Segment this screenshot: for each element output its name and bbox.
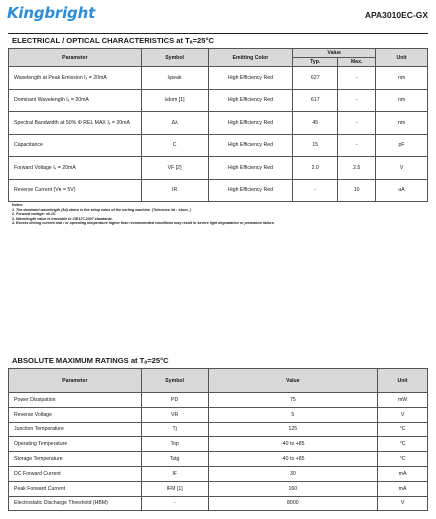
unit-cell: mA: [378, 481, 428, 496]
emitting-color-cell: High Efficiency Red: [208, 134, 293, 157]
emitting-color-cell: High Efficiency Red: [208, 67, 293, 90]
parameter-cell: Capacitance: [9, 134, 142, 157]
max-value-cell: 10: [338, 179, 376, 202]
unit-cell: mA: [378, 466, 428, 481]
table-row: [9, 67, 428, 90]
unit-cell: °C: [378, 422, 428, 437]
typ-value-cell: -: [293, 179, 338, 202]
max-value-cell: -: [338, 89, 376, 112]
notes-heading: Notes:: [12, 203, 24, 207]
symbol-cell: VF [2]: [141, 157, 208, 180]
table-row: [9, 422, 428, 437]
typ-value-cell: 2.0: [293, 157, 338, 180]
value-cell: -40 to +85: [208, 437, 378, 452]
col-header-value: Value: [293, 49, 376, 58]
value-cell: 160: [208, 481, 378, 496]
table-row: [9, 466, 428, 481]
note-item: 4. Excess driving current and / or operating temperature higher than recommended conditions may result in severe light degradation or premature failure.: [12, 221, 275, 226]
col-header-unit: Unit: [378, 369, 428, 393]
unit-cell: V: [376, 157, 428, 180]
symbol-cell: PD: [141, 393, 208, 408]
note-item: 2. Forward voltage: ±0.1V.: [12, 212, 56, 217]
parameter-cell: Power Dissipation: [9, 393, 142, 408]
col-header-typ: Typ.: [293, 58, 338, 67]
parameter-cell: Reverse Current (Vʀ = 5V): [9, 179, 142, 202]
emitting-color-cell: High Efficiency Red: [208, 89, 293, 112]
parameter-cell: Spectral Bandwidth at 50% Φ REL MAX Iₓ = 20mA: [9, 112, 142, 135]
value-cell: 30: [208, 466, 378, 481]
parameter-cell: Dominant Wavelength Iₓ = 20mA: [9, 89, 142, 112]
parameter-cell: Operating Temperature: [9, 437, 142, 452]
table-row: [9, 157, 428, 180]
unit-cell: pF: [376, 134, 428, 157]
table-row: [9, 452, 428, 467]
symbol-cell: Tj: [141, 422, 208, 437]
value-cell: 8000: [208, 496, 378, 511]
parameter-cell: Wavelength at Peak Emission Iₓ = 20mA: [9, 67, 142, 90]
header-divider: [8, 33, 428, 34]
col-header-unit: Unit: [376, 49, 428, 67]
typ-value-cell: 15: [293, 134, 338, 157]
unit-cell: nm: [376, 89, 428, 112]
typ-value-cell: 45: [293, 112, 338, 135]
col-header-max: Max.: [338, 58, 376, 67]
unit-cell: °C: [378, 437, 428, 452]
col-header-value: Value: [208, 369, 378, 393]
parameter-cell: Reverse Voltage: [9, 407, 142, 422]
symbol-cell: IR: [141, 179, 208, 202]
symbol-cell: IFM [1]: [141, 481, 208, 496]
max-value-cell: -: [338, 112, 376, 135]
table-row: [9, 496, 428, 511]
symbol-cell: Top: [141, 437, 208, 452]
max-value-cell: -: [338, 134, 376, 157]
unit-cell: nm: [376, 112, 428, 135]
table-row: [9, 437, 428, 452]
table-row: [9, 89, 428, 112]
unit-cell: nm: [376, 67, 428, 90]
brand-logo: Kingbright: [7, 4, 96, 22]
table-row: [9, 407, 428, 422]
col-header-symbol: Symbol: [141, 369, 208, 393]
value-cell: 5: [208, 407, 378, 422]
symbol-cell: λpeak: [141, 67, 208, 90]
electrical-characteristics-table: [8, 48, 428, 202]
unit-cell: °C: [378, 452, 428, 467]
notes-block: [12, 203, 275, 226]
absolute-ratings-table: [8, 368, 428, 511]
unit-cell: V: [378, 407, 428, 422]
unit-cell: uA: [376, 179, 428, 202]
table-row: [9, 112, 428, 135]
symbol-cell: IF: [141, 466, 208, 481]
typ-value-cell: 617: [293, 89, 338, 112]
max-value-cell: 2.5: [338, 157, 376, 180]
table-row: [9, 134, 428, 157]
absolute-section-title: ABSOLUTE MAXIMUM RATINGS at Tₐ=25°C: [12, 356, 169, 365]
symbol-cell: -: [141, 496, 208, 511]
symbol-cell: Δλ: [141, 112, 208, 135]
symbol-cell: λdom [1]: [141, 89, 208, 112]
parameter-cell: Forward Voltage Iₓ = 20mA: [9, 157, 142, 180]
parameter-cell: Junction Temperature: [9, 422, 142, 437]
unit-cell: V: [378, 496, 428, 511]
symbol-cell: C: [141, 134, 208, 157]
col-header-parameter: Parameter: [9, 49, 142, 67]
table-row: [9, 481, 428, 496]
symbol-cell: Tstg: [141, 452, 208, 467]
parameter-cell: Peak Forward Current: [9, 481, 142, 496]
table-row: [9, 179, 428, 202]
value-cell: 75: [208, 393, 378, 408]
value-cell: 125: [208, 422, 378, 437]
parameter-cell: Storage Temperature: [9, 452, 142, 467]
part-number: APA3010EC-GX: [364, 10, 428, 20]
max-value-cell: -: [338, 67, 376, 90]
emitting-color-cell: High Efficiency Red: [208, 112, 293, 135]
table-row: [9, 393, 428, 408]
page-header: [0, 0, 436, 32]
emitting-color-cell: High Efficiency Red: [208, 157, 293, 180]
note-item: 3. Wavelength value is traceable to CIE127-2007 standards.: [12, 216, 113, 221]
col-header-parameter: Parameter: [9, 369, 142, 393]
electrical-section-title: ELECTRICAL / OPTICAL CHARACTERISTICS at Tₐ=25°C: [12, 36, 215, 45]
typ-value-cell: 627: [293, 67, 338, 90]
value-cell: -40 to +85: [208, 452, 378, 467]
emitting-color-cell: High Efficiency Red: [208, 179, 293, 202]
symbol-cell: VR: [141, 407, 208, 422]
parameter-cell: DC Forward Current: [9, 466, 142, 481]
unit-cell: mW: [378, 393, 428, 408]
parameter-cell: Electrostatic Discharge Threshold (HBM): [9, 496, 142, 511]
note-item: 1. The dominant wavelength (λd) above is the setup value of the sorting machine. (Tolerance λd : ±1nm. ): [12, 207, 191, 212]
col-header-symbol: Symbol: [141, 49, 208, 67]
col-header-emitting-color: Emitting Color: [208, 49, 293, 67]
